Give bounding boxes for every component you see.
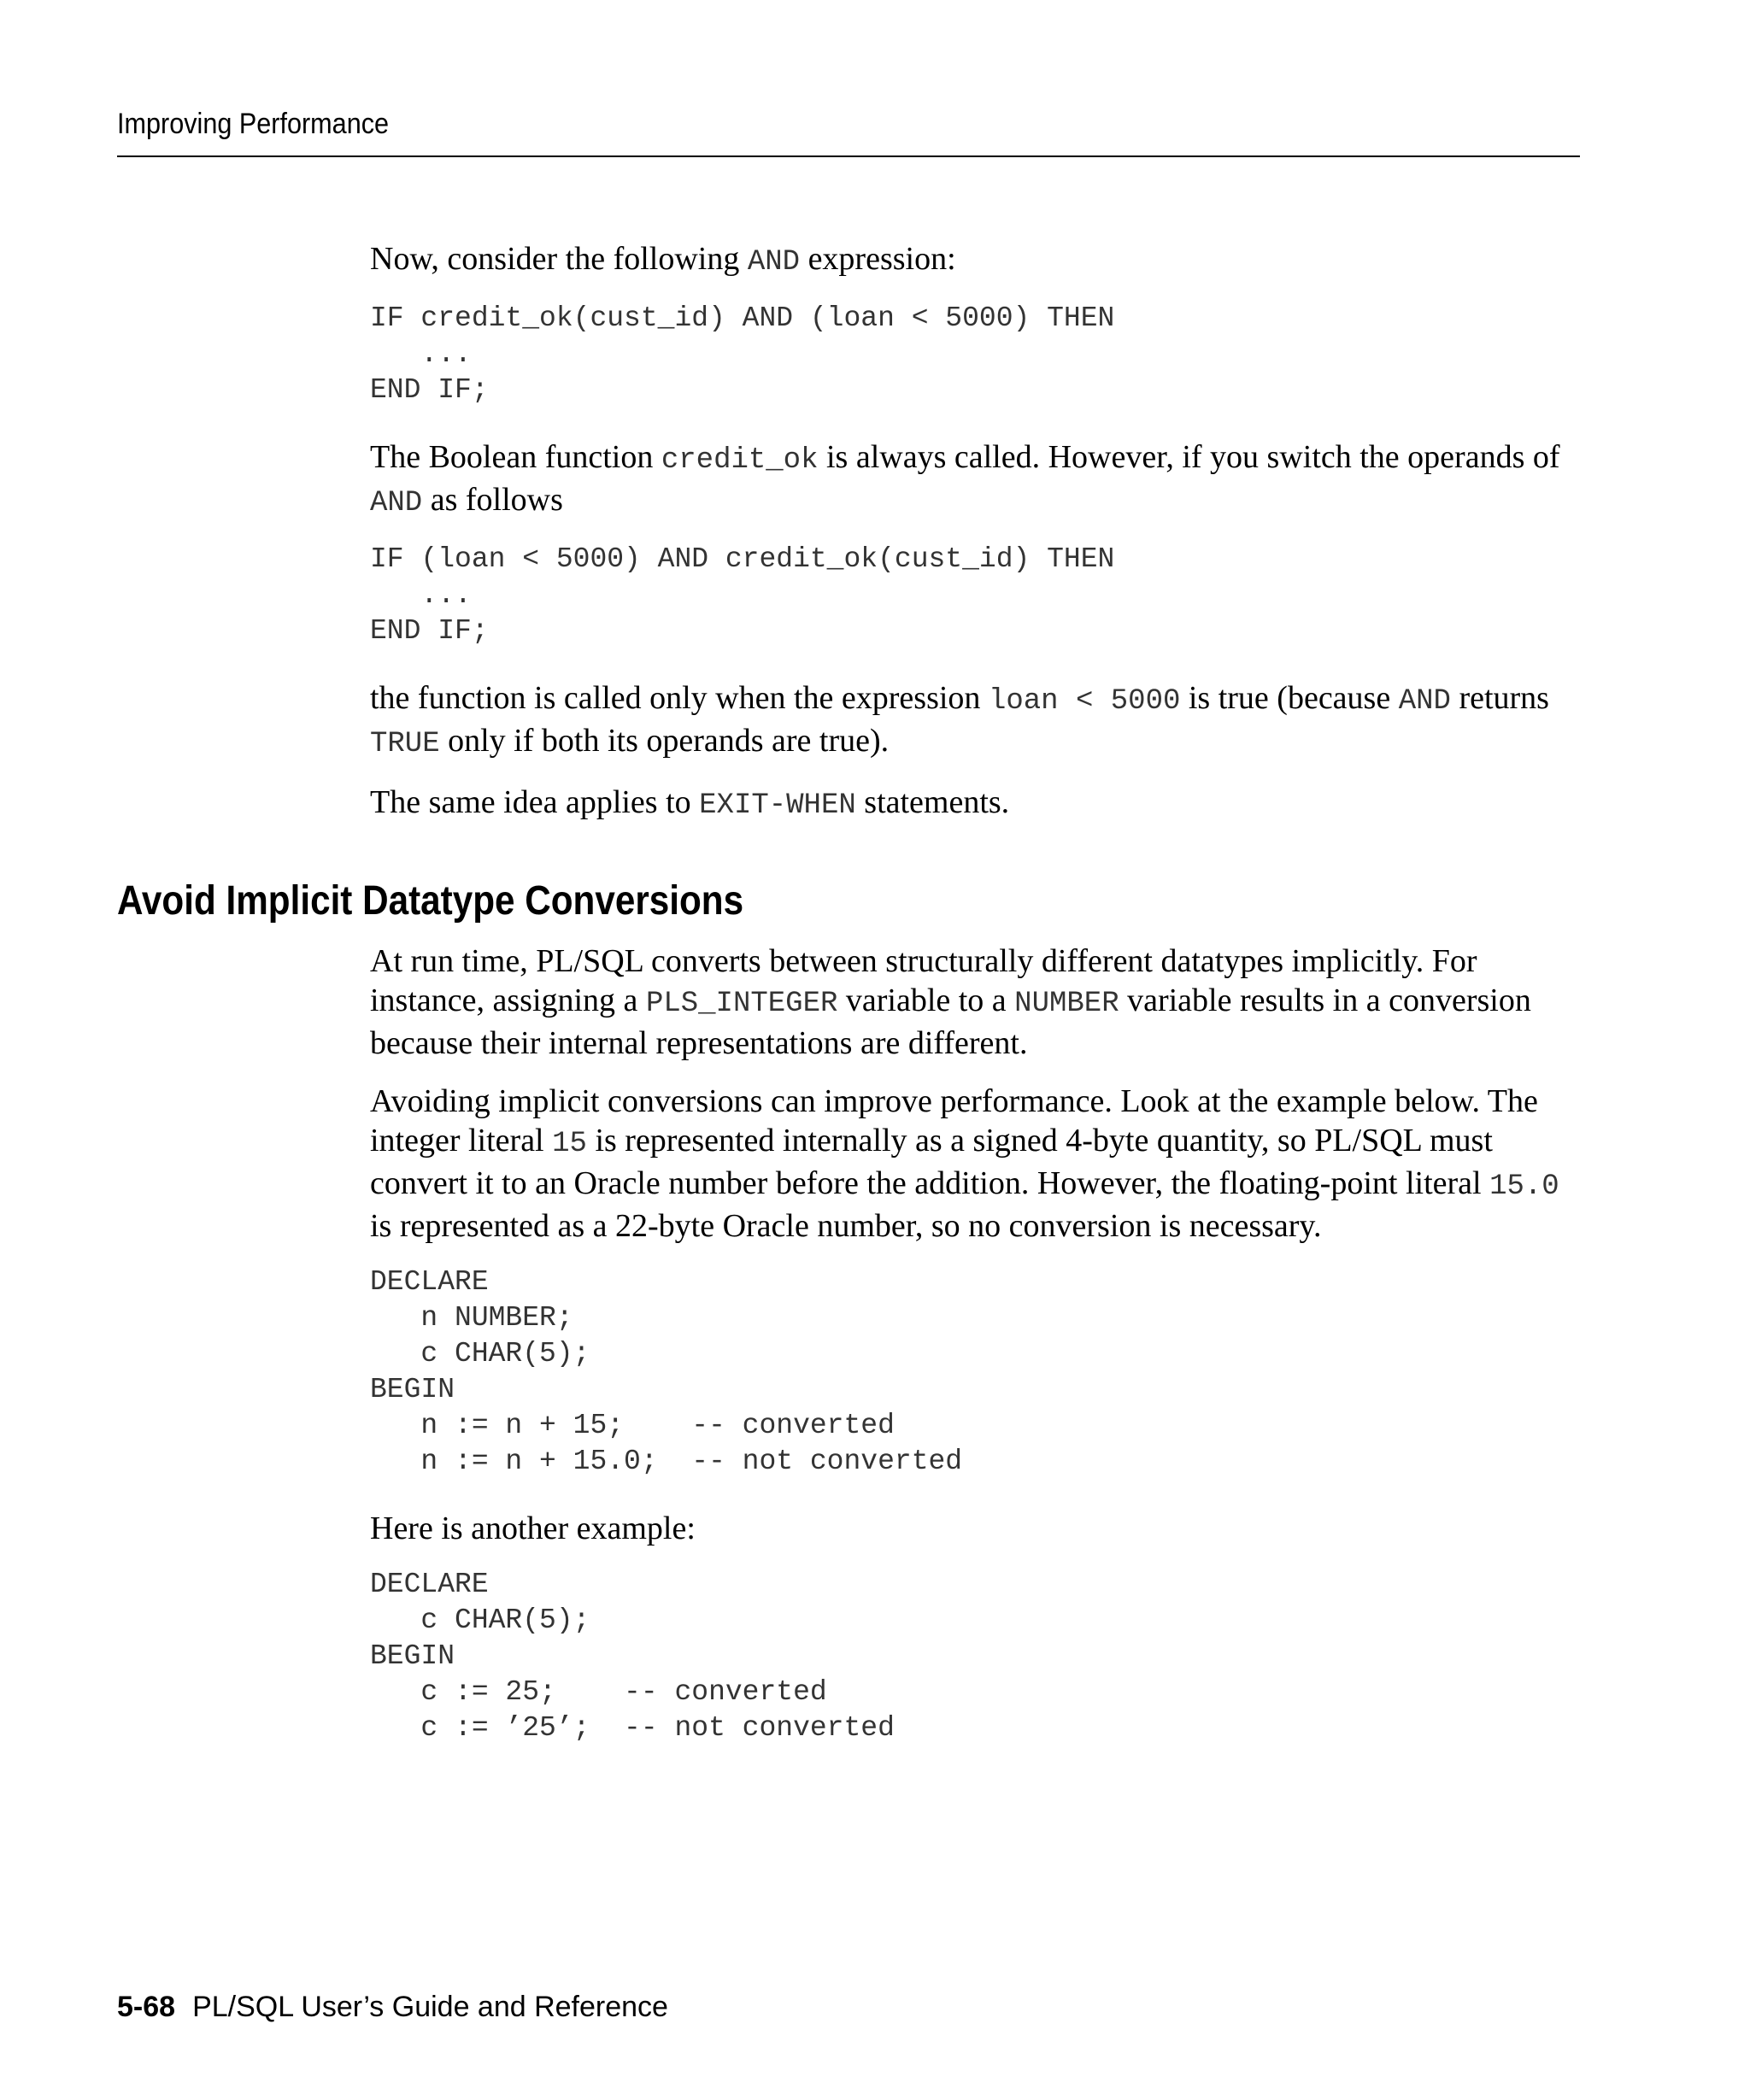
code-block-3: DECLARE n NUMBER; c CHAR(5); BEGIN n := n + 15; -- converted n := n + 15.0; -- not converted <box>370 1266 963 1477</box>
page-footer <box>117 1991 668 2024</box>
running-header: Improving Performance <box>117 108 390 140</box>
inline-code: TRUE <box>370 728 440 760</box>
paragraph-run-time: At run time, PL/SQL converts between structurally different datatypes implicitly. For instance, assigning a PLS_INTEGER variable to a NUMBER variable results in a conversion because their internal representations are different. <box>370 943 1531 1061</box>
inline-code: credit_ok <box>661 444 819 477</box>
inline-code: 15.0 <box>1489 1170 1559 1203</box>
inline-code: AND <box>1398 685 1451 718</box>
page-number: 5-68 <box>117 1991 176 2023</box>
header-rule <box>117 155 1580 157</box>
intro-content <box>370 239 1580 844</box>
paragraph-another-example: Here is another example: <box>370 1510 696 1546</box>
inline-code: 15 <box>552 1128 587 1160</box>
inline-code: loan < 5000 <box>988 685 1181 718</box>
inline-code: EXIT-WHEN <box>699 789 856 822</box>
paragraph-boolean-function: The Boolean function credit_ok is always called. However, if you switch the operands of AND as follows <box>370 439 1560 519</box>
book-title: PL/SQL User’s Guide and Reference <box>192 1991 668 2023</box>
paragraph-exit-when: The same idea applies to EXIT-WHEN statements. <box>370 784 1010 822</box>
inline-code: AND <box>747 246 801 279</box>
paragraph-and-expression: Now, consider the following AND expression: <box>370 241 956 279</box>
paragraph-function-called: the function is called only when the expression loan < 5000 is true (because AND returns TRUE only if both its operands are true). <box>370 680 1549 760</box>
paragraph-avoiding-conversions: Avoiding implicit conversions can improve performance. Look at the example below. The integer literal 15 is represented internally as a signed 4-byte quantity, so PL/SQL must convert it to an Oracle number before the addition. However, the floating-point literal 15.0 is represented as a 22-byte Oracle number, so no conversion is necessary. <box>370 1083 1559 1244</box>
section-content <box>370 941 1580 1775</box>
code-block-4: DECLARE c CHAR(5); BEGIN c := 25; -- converted c := ’25’; -- not converted <box>370 1569 895 1744</box>
code-block-1: IF credit_ok(cust_id) AND (loan < 5000) THEN ... END IF; <box>370 302 1115 406</box>
inline-code: AND <box>370 487 423 519</box>
inline-code: NUMBER <box>1014 988 1119 1020</box>
inline-code: PLS_INTEGER <box>645 988 838 1020</box>
code-block-2: IF (loan < 5000) AND credit_ok(cust_id) THEN ... END IF; <box>370 543 1115 647</box>
section-heading: Avoid Implicit Datatype Conversions <box>117 878 744 924</box>
